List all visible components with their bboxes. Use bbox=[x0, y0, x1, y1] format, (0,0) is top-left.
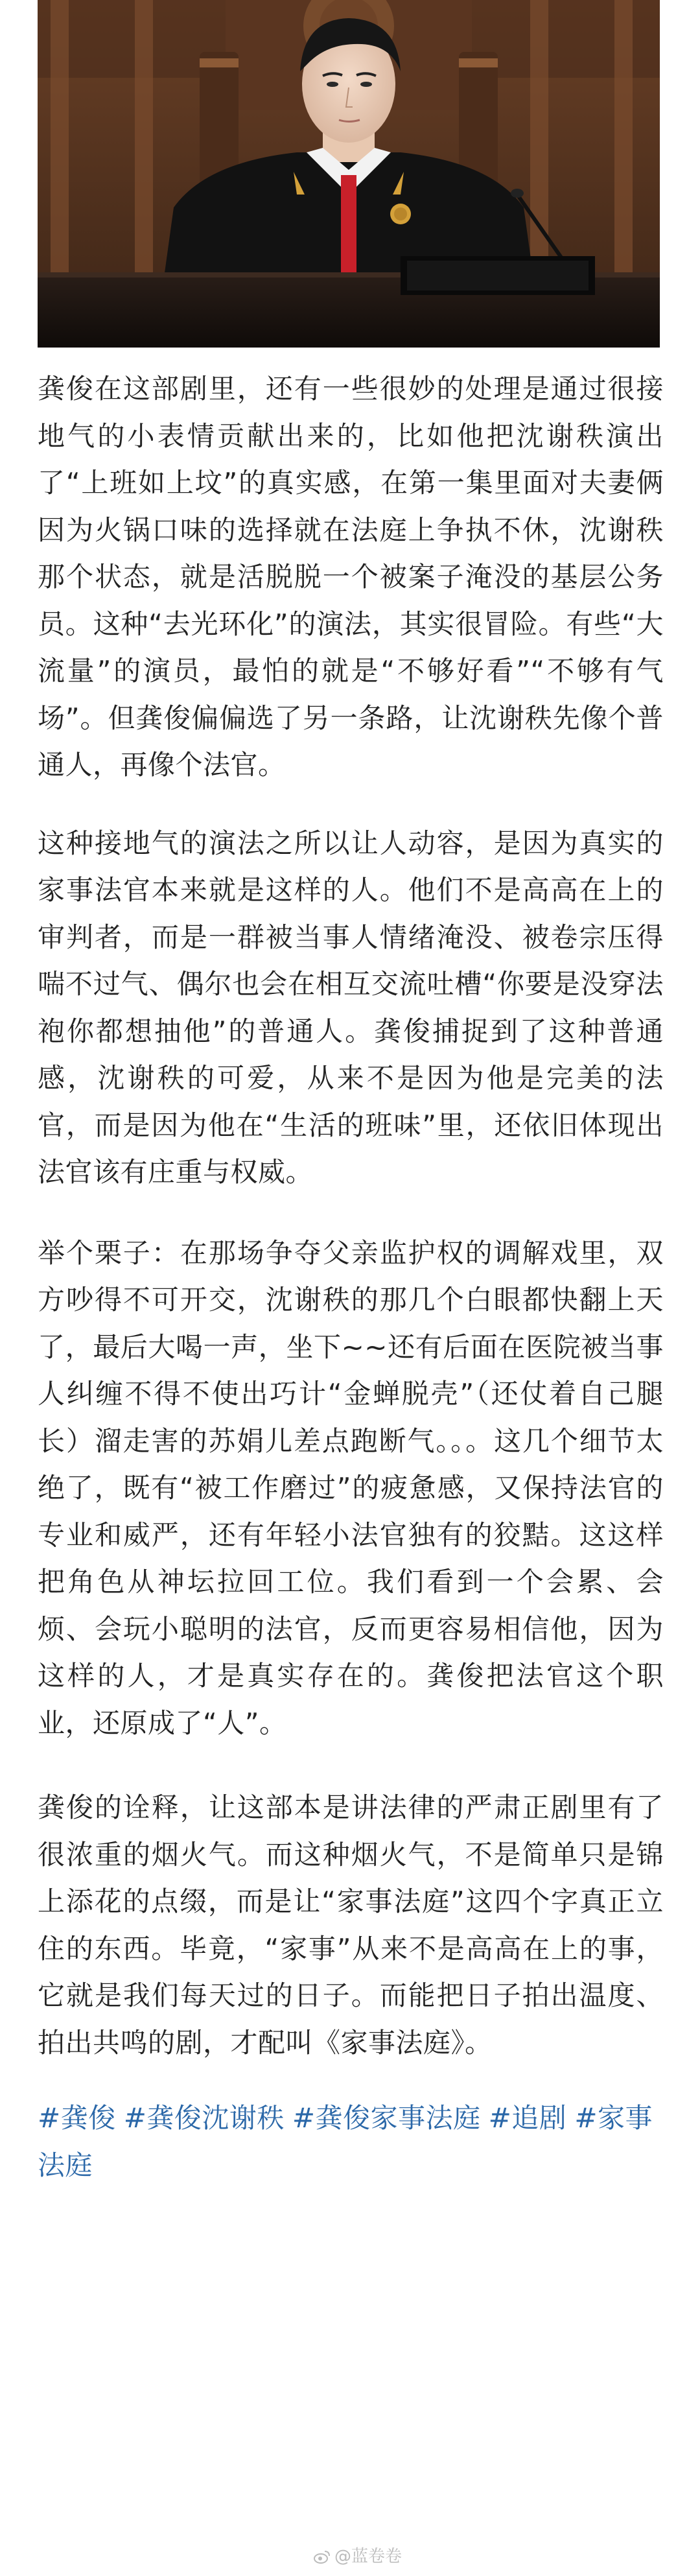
hashtag-link[interactable]: #龚俊沈谢秩 bbox=[123, 2102, 285, 2134]
article-paragraph: 这种接地气的演法之所以让人动容，是因为真实的家事法官本来就是这样的人。他们不是高高在上的审判者，而是一群被当事人情绪淹没、被卷宗压得喘不过气、偶尔也会在相互交流吐槽“你要是没穿法袍你都想抽他”的普通人。龚俊捕捉到了这种普通感，沈谢秩的可爱，从来不是因为他是完美的法官，而是因为他在“生活的班味”里，还依旧体现出法官该有庄重与权威。 bbox=[38, 827, 664, 1188]
weibo-logo-icon bbox=[314, 2549, 331, 2563]
courtroom-judge-photo bbox=[38, 0, 660, 348]
article-body bbox=[38, 357, 664, 2189]
hashtag-link[interactable]: #龚俊 bbox=[38, 2102, 116, 2134]
article-paragraph: 龚俊的诠释，让这部本是讲法律的严肃正剧里有了很浓重的烟火气。而这种烟火气，不是简单只是锦上添花的点缀，而是让“家事法庭”这四个字真正立住的东西。毕竟，“家事”从来不是高高在上的事，它就是我们每天过的日子。而能把日子拍出温度、拍出共鸣的剧，才配叫《家事法庭》。 bbox=[38, 1791, 664, 2059]
watermark-text: @蓝卷卷 bbox=[334, 2547, 402, 2566]
hashtag-link[interactable]: #追剧 bbox=[488, 2102, 567, 2134]
courtroom-scene-illustration bbox=[38, 0, 660, 348]
hashtag-list bbox=[38, 2095, 664, 2189]
weibo-watermark bbox=[314, 2543, 402, 2567]
article-paragraph: 龚俊在这部剧里，还有一些很妙的处理是通过很接地气的小表情贡献出来的，比如他把沈谢秩演出了“上班如上坟”的真实感，在第一集里面对夫妻俩因为火锅口味的选择就在法庭上争执不休，沈谢秩那个状态，就是活脱脱一个被案子淹没的基层公务员。这种“去光环化”的演法，其实很冒险。有些“大流量”的演员，最怕的就是“不够好看”“不够有气场”。但龚俊偏偏选了另一条路，让沈谢秩先像个普通人，再像个法官。 bbox=[38, 373, 664, 781]
hashtag-link[interactable]: #龚俊家事法庭 bbox=[292, 2102, 481, 2134]
article-paragraph: 举个栗子：在那场争夺父亲监护权的调解戏里，双方吵得不可开交，沈谢秩的那几个白眼都快翻上天了，最后大喝一声，坐下~~还有后面在医院被当事人纠缠不得不使出巧计“金蝉脱壳”（还仗着自己腿长）溜走害的苏娟儿差点跑断气。。。这几个细节太绝了，既有“被工作磨过”的疲惫感，又保持法官的专业和威严，还有年轻小法官独有的狡黠。这这样把角色从神坛拉回工位。我们看到一个会累、会烦、会玩小聪明的法官，反而更容易相信他，因为这样的人，才是真实存在的。龚俊把法官这个职业，还原成了“人”。 bbox=[38, 1236, 664, 1739]
hashtag-link[interactable]: #家事法庭 bbox=[38, 2102, 653, 2181]
